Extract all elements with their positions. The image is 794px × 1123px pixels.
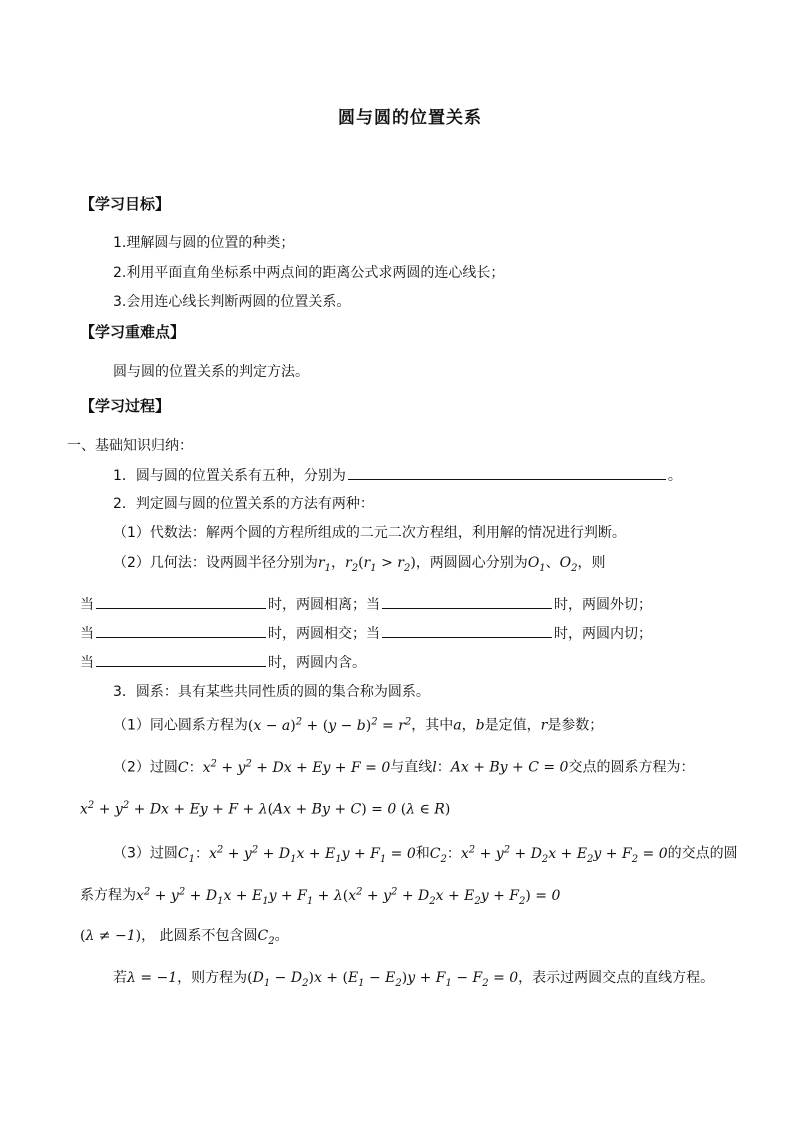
two-circles-and: 和 bbox=[415, 845, 430, 862]
question-3: 3．圆系：具有某些共同性质的圆的集合称为圆系。 bbox=[113, 684, 430, 700]
concentric-label: （1）同心圆系方程为 bbox=[113, 717, 248, 734]
goal-item-3: 3.会用连心线长判断两圆的位置关系。 bbox=[113, 294, 351, 310]
two-circles-family-label: 系方程为 bbox=[80, 887, 136, 904]
question-3-circle-line bbox=[113, 754, 694, 778]
two-circles-family bbox=[80, 882, 560, 911]
answer-blank-1[interactable] bbox=[348, 465, 666, 480]
two-circles-note: (λ ≠ −1)， 此圆系不包含圆$C_2$。 bbox=[80, 928, 289, 947]
question-2-algebraic: （1）代数法：解两个圆的方程所组成的二元二次方程组，利用解的情况进行判断。 bbox=[113, 525, 626, 541]
section-heading-process: 【学习过程】 bbox=[80, 397, 171, 415]
circle-line-label: （2）过圆 bbox=[113, 759, 178, 776]
when-label: 当 bbox=[366, 597, 380, 613]
goal-item-2: 2.利用平面直角坐标系中两点间的距离公式求两圆的连心线长； bbox=[113, 265, 505, 281]
constants-ab: a，b bbox=[453, 717, 485, 734]
circle-c2-formula: $C_2$：$x^2 + y^2 + D_2x + E_2y + F_2 = 0$ bbox=[429, 844, 668, 865]
concentric-parameter-label: 是参数； bbox=[547, 717, 604, 734]
section-heading-difficulty: 【学习重难点】 bbox=[80, 323, 186, 341]
question-3-concentric bbox=[113, 712, 603, 736]
separate-label: 时，两圆相离； bbox=[268, 597, 366, 613]
contained-label: 时，两圆内含。 bbox=[268, 655, 366, 671]
page-title: 圆与圆的位置关系 bbox=[338, 108, 482, 128]
geometric-label: （2）几何法：设两圆半径分别为 bbox=[113, 555, 318, 571]
radical-equation-label: ，则方程为 bbox=[177, 970, 248, 986]
answer-blank-separate[interactable] bbox=[96, 594, 266, 609]
circle-c2-symbol: $C_2$ bbox=[257, 928, 275, 947]
answer-blank-contained[interactable] bbox=[96, 652, 266, 667]
part1-heading: 一、基础知识归纳： bbox=[67, 438, 193, 454]
line-l-formula: l：Ax + By + C = 0 bbox=[432, 759, 569, 776]
difficulty-text: 圆与圆的位置关系的判定方法。 bbox=[113, 364, 309, 380]
when-label: 当 bbox=[366, 626, 380, 642]
two-circles-family-formula: $x^2 + y^2 + D_1x + E_1y + F_1 + \lambda(x^2 + y^2 + D_2x + E_2y + F_2) = 0$ bbox=[136, 886, 561, 907]
externally-tangent-label: 时，两圆外切； bbox=[554, 597, 652, 613]
question-2-geometric bbox=[113, 553, 606, 579]
condition-row-3 bbox=[80, 652, 366, 673]
answer-blank-intersect[interactable] bbox=[96, 623, 266, 638]
when-label: 当 bbox=[80, 626, 94, 642]
geometric-end: ，则 bbox=[577, 555, 606, 571]
answer-blank-internally-tangent[interactable] bbox=[382, 623, 552, 638]
when-label: 当 bbox=[80, 597, 94, 613]
concentric-constant-label: 是定值， bbox=[484, 717, 541, 734]
geometric-center-label: ，两圆圆心分别为 bbox=[415, 555, 528, 571]
lambda-condition: (λ ≠ −1) bbox=[80, 928, 142, 944]
two-circles-end: 的交点的圆 bbox=[667, 845, 738, 862]
lambda-value: λ = −1 bbox=[127, 970, 178, 986]
answer-blank-externally-tangent[interactable] bbox=[382, 594, 552, 609]
internally-tangent-label: 时，两圆内切； bbox=[554, 626, 652, 642]
concentric-where: ，其中 bbox=[411, 717, 454, 734]
radical-if: 若 bbox=[113, 970, 127, 986]
circle-line-and: 与直线 bbox=[390, 759, 433, 776]
radical-line-end: ，表示过两圆交点的直线方程。 bbox=[518, 970, 715, 986]
question-1-end: 。 bbox=[667, 468, 682, 484]
goal-item-1: 1.理解圆与圆的位置的种类； bbox=[113, 235, 295, 251]
parameter-r: r bbox=[540, 717, 548, 734]
question-3-two-circles bbox=[113, 840, 738, 869]
excludes-c2-label: ， 此圆系不包含圆 bbox=[141, 928, 258, 944]
section-heading-goals: 【学习目标】 bbox=[80, 195, 171, 213]
question-2: 2．判定圆与圆的位置关系的方法有两种： bbox=[113, 496, 374, 512]
circle-c-formula: C：$x^2 + y^2 + Dx + Ey + F = 0$ bbox=[177, 758, 391, 776]
question-1-label: 1．圆与圆的位置关系有五种，分别为 bbox=[113, 468, 346, 484]
circle-line-family-formula: $x^2 + y^2 + Dx + Ey + F + \lambda(Ax + By + C) = 0$ (λ ∈ R) bbox=[80, 800, 451, 818]
center-formula: $O_1$、$O_2$ bbox=[527, 555, 578, 574]
question-3-radical-line bbox=[113, 968, 714, 994]
circle-c1-formula: $C_1$：$x^2 + y^2 + D_1x + E_1y + F_1 = 0$ bbox=[177, 844, 416, 865]
two-circles-label: （3）过圆 bbox=[113, 845, 178, 862]
question-1 bbox=[113, 465, 682, 486]
condition-row-2 bbox=[80, 623, 652, 644]
when-label: 当 bbox=[80, 655, 94, 671]
concentric-formula: $(x - a)^2 + (y - b)^2 = r^2$ bbox=[247, 716, 412, 734]
intersect-label: 时，两圆相交； bbox=[268, 626, 366, 642]
circle-line-end: 交点的圆系方程为： bbox=[568, 759, 695, 776]
radical-line-formula: $(D_1 - D_2)x + (E_1 - E_2)y + F_1 - F_2 = 0$ bbox=[247, 970, 519, 989]
radius-formula: $r_1$，$r_2(r_1 > r_2)$ bbox=[317, 555, 416, 574]
condition-row-1 bbox=[80, 594, 652, 615]
